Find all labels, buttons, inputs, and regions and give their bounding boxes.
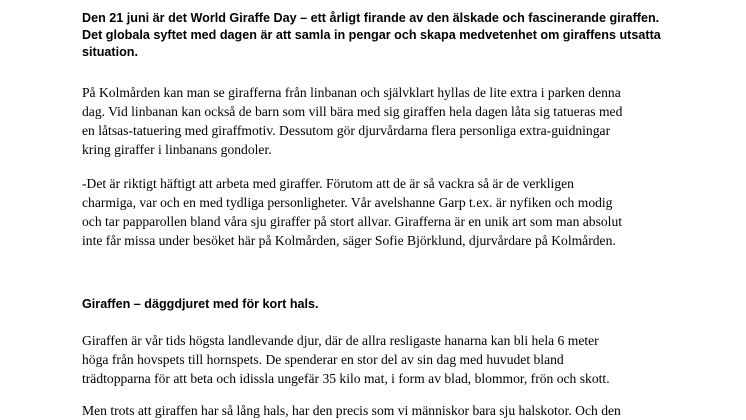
paragraph-line: och tar papparollen bland våra sju giraffer på stort allvar. Girafferna är en unik art som man absolut (82, 214, 623, 229)
paragraph-line: höga från hovspets till hornspets. De spenderar en stor del av sin dag med huvudet bland (82, 352, 564, 367)
paragraph-line: -Det är riktigt häftigt att arbeta med giraffer. Förutom att de är så vackra så är de verkligen (82, 176, 574, 191)
paragraph-line: kring giraffer i linbanans gondoler. (82, 142, 272, 157)
paragraph-line: trädtopparna för att beta och idissla ungefär 35 kilo mat, i form av blad, blommor, frön och skott. (82, 371, 610, 386)
paragraph-linbanan (82, 83, 722, 159)
paragraph-line: dag. Vid linbanan kan också de barn som vill bära med sig giraffen hela dagen låta sig tatueras med (82, 104, 623, 119)
paragraph-line: en låtsas-tatuering med giraffmotiv. Dessutom gör djurvårdarna flera personliga extra-guidningar (82, 123, 611, 138)
intro-line: Den 21 juni är det World Giraffe Day – ett årligt firande av den älskade och fascinerande giraffen. (82, 11, 660, 25)
paragraph-line: På Kolmården kan man se girafferna från linbanan och självklart hyllas de lite extra i parken denna (82, 85, 621, 100)
paragraph-neck-facts (82, 401, 722, 420)
paragraph-height-facts (82, 331, 722, 388)
intro-line: Det globala syftet med dagen är att samla in pengar och skapa medvetenhet om giraffens utsatta (82, 28, 661, 42)
intro-paragraph (82, 10, 722, 61)
intro-line: situation. (82, 45, 138, 59)
paragraph-quote (82, 174, 722, 250)
section-heading: Giraffen – däggdjuret med för kort hals. (82, 297, 319, 311)
paragraph-line: inte får missa under besöket här på Kolmården, säger Sofie Björklund, djurvårdare på Kolmården. (82, 233, 616, 248)
paragraph-line: charmiga, var och en med tydliga personligheter. Vår avelshanne Garp t.ex. är nyfiken och modig (82, 195, 613, 210)
paragraph-line: Giraffen är vår tids högsta landlevande djur, där de allra resligaste hanarna kan bli hela 6 meter (82, 333, 599, 348)
paragraph-line: Men trots att giraffen har så lång hals, har den precis som vi människor bara sju halskotor. Och den (82, 403, 621, 418)
